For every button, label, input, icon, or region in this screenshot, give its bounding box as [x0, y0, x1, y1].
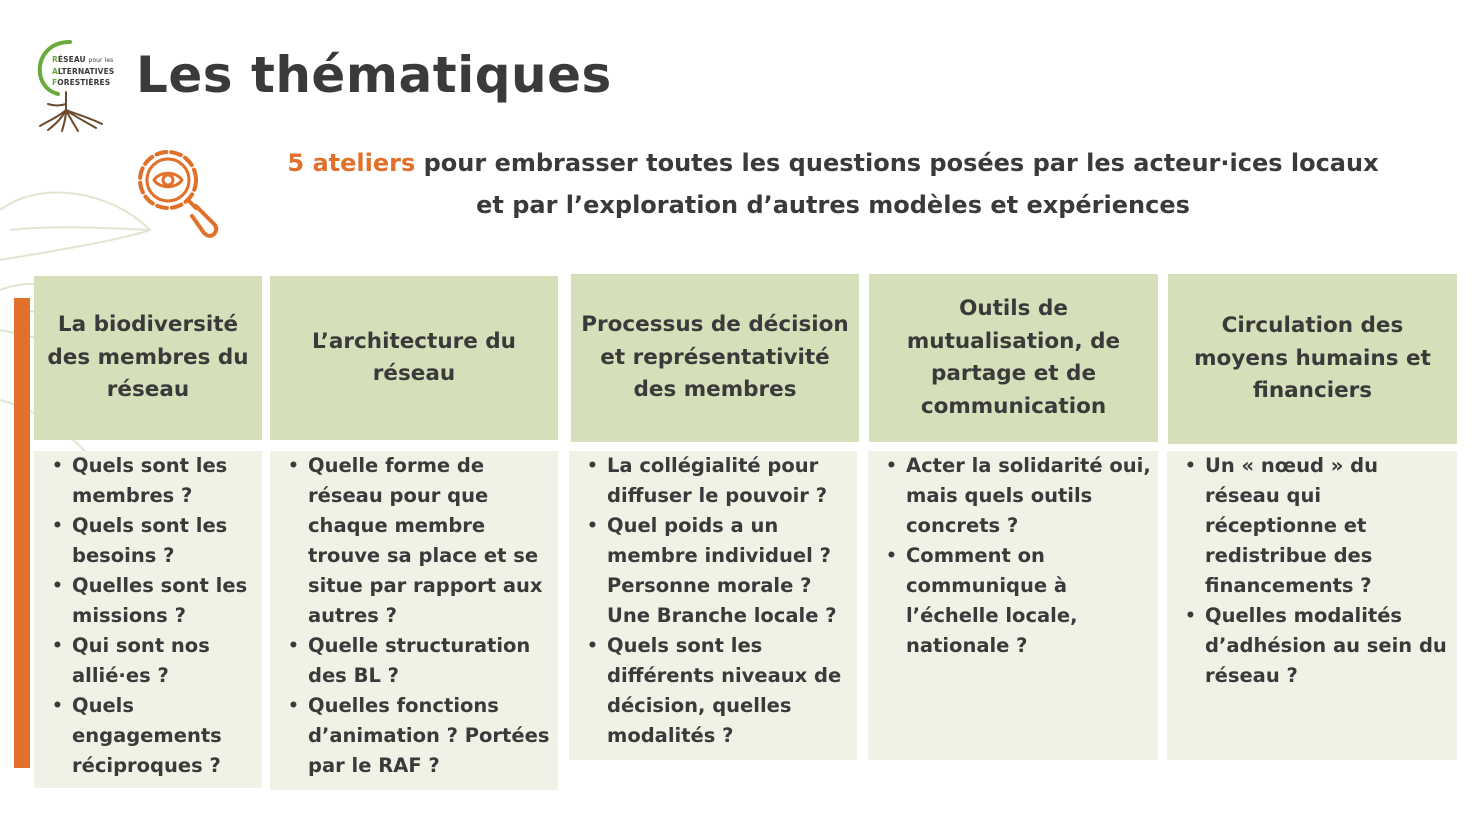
list-item: • La collégialité pour diffuser le pouvoir ?	[607, 451, 857, 511]
list-item: • Quels sont les besoins ?	[72, 511, 262, 571]
column-3-list	[569, 451, 857, 751]
column-4-list	[868, 451, 1158, 661]
logo-wordmark	[52, 54, 114, 88]
page-title: Les thématiques	[136, 46, 612, 104]
list-item: • Quelle forme de réseau pour que chaque membre trouve sa place et se situe par rapport aux autres ?	[308, 451, 558, 631]
column-5-body	[1167, 451, 1457, 760]
list-item: • Quelles modalités d’adhésion au sein du réseau ?	[1205, 601, 1457, 691]
list-item: • Quels sont les différents niveaux de décision, quelles modalités ?	[607, 631, 857, 751]
column-1-list	[34, 451, 262, 781]
list-item: • Qui sont nos allié·es ?	[72, 631, 262, 691]
subtitle-accent: 5 ateliers	[287, 149, 416, 177]
column-5-heading: Circulation des moyens humains et financiers	[1168, 274, 1457, 444]
column-1-heading: La biodiversité des membres du réseau	[34, 276, 262, 440]
subtitle	[228, 142, 1438, 226]
subtitle-line-2: et par l’exploration d’autres modèles et expériences	[476, 191, 1190, 219]
list-item: • Quels sont les membres ?	[72, 451, 262, 511]
list-item: • Comment on communique à l’échelle locale, nationale ?	[906, 541, 1158, 661]
magnifier-eye-icon	[134, 146, 226, 238]
logo-line-2: ALTERNATIVES	[52, 67, 115, 76]
list-item: • Quelles sont les missions ?	[72, 571, 262, 631]
column-2-body	[270, 451, 558, 790]
logo-line-1: RÉSEAU pour les	[52, 55, 114, 64]
list-item: • Acter la solidarité oui, mais quels outils concrets ?	[906, 451, 1158, 541]
column-4-body	[868, 451, 1158, 760]
list-item: • Quelles fonctions d’animation ? Portées par le RAF ?	[308, 691, 558, 781]
list-item: • Quelle structuration des BL ?	[308, 631, 558, 691]
column-1-body	[34, 451, 262, 788]
logo-line-3: FORESTIÈRES	[52, 78, 111, 87]
column-3-body	[569, 451, 857, 760]
subtitle-line-1: 5 ateliers pour embrasser toutes les questions posées par les acteur·ices locaux	[287, 149, 1379, 177]
list-item: • Quel poids a un membre individuel ? Personne morale ? Une Branche locale ?	[607, 511, 857, 631]
list-item: • Un « nœud » du réseau qui réceptionne et redistribue des financements ?	[1205, 451, 1457, 601]
column-5-list	[1167, 451, 1457, 691]
list-item: • Quels engagements réciproques ?	[72, 691, 262, 781]
column-2-heading: L’architecture du réseau	[270, 276, 558, 440]
column-3-heading: Processus de décision et représentativité des membres	[571, 274, 859, 442]
accent-side-bar	[14, 298, 30, 768]
column-4-heading: Outils de mutualisation, de partage et de communication	[869, 274, 1158, 442]
column-2-list	[270, 451, 558, 781]
